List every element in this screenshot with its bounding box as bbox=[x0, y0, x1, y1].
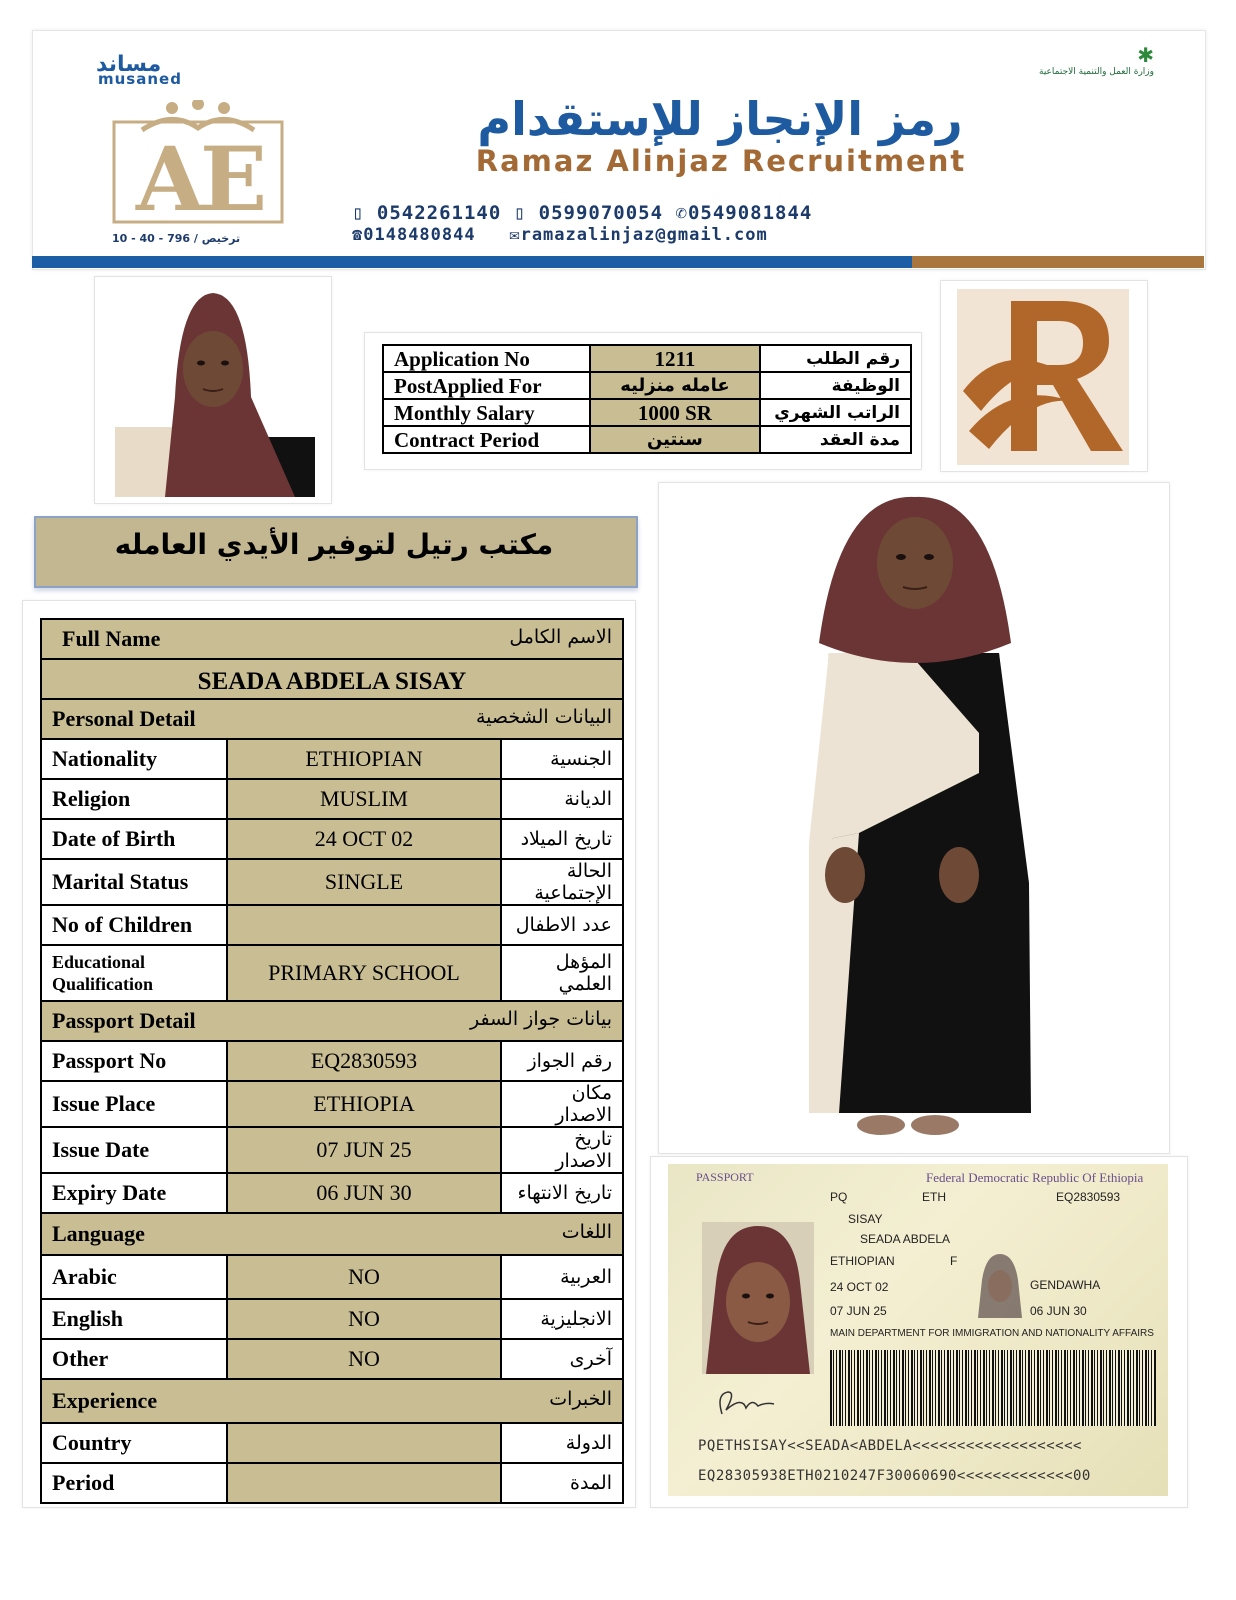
marital-status-value: SINGLE bbox=[227, 859, 501, 905]
telephone-icon: ☎ bbox=[352, 225, 364, 245]
personal-section-header bbox=[41, 699, 623, 739]
post-applied-label-ar: الوظيفة bbox=[760, 372, 911, 399]
phone-2: 0599070054 bbox=[538, 202, 664, 224]
marital-status-label: Marital Status bbox=[41, 859, 227, 905]
expiry-date-label-ar: تاريخ الانتهاء bbox=[501, 1173, 623, 1213]
period-label: Period bbox=[41, 1463, 227, 1503]
mobile-icon: ▯ bbox=[513, 202, 527, 224]
banner-stripe-blue bbox=[32, 256, 912, 268]
table-row bbox=[41, 1173, 623, 1213]
r-logo-frame bbox=[940, 280, 1148, 472]
table-row bbox=[41, 905, 623, 945]
issue-place-label-ar: مكان الاصدار bbox=[501, 1081, 623, 1127]
contact-phones bbox=[352, 202, 1096, 224]
landline-number: 0148480844 bbox=[363, 225, 476, 245]
portrait-image bbox=[95, 277, 331, 503]
svg-text:E: E bbox=[200, 127, 268, 224]
table-row bbox=[41, 819, 623, 859]
marital-status-label-ar: الحالة الإجتماعية bbox=[501, 859, 623, 905]
children-label: No of Children bbox=[41, 905, 227, 945]
experience-section-row bbox=[41, 1379, 623, 1423]
ministry-logo bbox=[1034, 44, 1154, 78]
passport-country-header: Federal Democratic Republic Of Ethiopia bbox=[926, 1170, 1144, 1185]
passport-dob: 24 OCT 02 bbox=[830, 1280, 889, 1294]
arabic-value: NO bbox=[227, 1255, 501, 1299]
monthly-salary-label: Monthly Salary bbox=[383, 399, 590, 426]
dob-value: 24 OCT 02 bbox=[227, 819, 501, 859]
full-name-label: Full Name bbox=[62, 626, 161, 651]
application-no-label-ar: رقم الطلب bbox=[760, 345, 911, 372]
passport-header bbox=[686, 1170, 1156, 1185]
company-name-arabic: رمز الإنجاز للإستقدام bbox=[477, 92, 963, 146]
email-icon: ✉ bbox=[509, 225, 521, 245]
education-label: Educational Qualification bbox=[41, 945, 227, 1001]
ministry-name: وزارة العمل والتنمية الاجتماعية bbox=[1039, 67, 1154, 77]
contract-period-value: سنتين bbox=[590, 426, 759, 453]
personal-section-row bbox=[41, 699, 623, 739]
svg-text:A: A bbox=[136, 127, 205, 224]
english-label-ar: الانجليزية bbox=[501, 1299, 623, 1339]
post-applied-label: PostApplied For bbox=[383, 372, 590, 399]
period-value bbox=[227, 1463, 501, 1503]
r-logo-icon bbox=[941, 281, 1147, 471]
table-row bbox=[41, 945, 623, 1001]
children-value bbox=[227, 905, 501, 945]
personal-section-label: Personal Detail bbox=[52, 706, 196, 731]
passport-barcode bbox=[830, 1350, 1156, 1426]
passport-country-code: ETH bbox=[922, 1190, 946, 1204]
english-label: English bbox=[41, 1299, 227, 1339]
personal-section-label-ar: البيانات الشخصية bbox=[475, 706, 612, 728]
musaned-logo-arabic: مساند bbox=[96, 52, 162, 77]
contract-period-label-ar: مدة العقد bbox=[760, 426, 911, 453]
passport-issue-date: 07 JUN 25 bbox=[830, 1304, 887, 1318]
passport-number: EQ2830593 bbox=[1056, 1190, 1121, 1204]
license-number: 10 - 40 - 796 / ترخيص bbox=[112, 232, 241, 245]
issue-place-value: ETHIOPIA bbox=[227, 1081, 501, 1127]
expiry-date-value: 06 JUN 30 bbox=[227, 1173, 501, 1213]
education-value: PRIMARY SCHOOL bbox=[227, 945, 501, 1001]
country-value bbox=[227, 1423, 501, 1463]
table-row bbox=[41, 1127, 623, 1173]
religion-label: Religion bbox=[41, 779, 227, 819]
table-row bbox=[383, 345, 911, 372]
signature-icon bbox=[712, 1384, 782, 1424]
nationality-value: ETHIOPIAN bbox=[227, 739, 501, 779]
post-applied-value: عامله منزليه bbox=[590, 372, 759, 399]
passport-type: PQ bbox=[830, 1190, 848, 1204]
contact-landline-email bbox=[352, 225, 1096, 245]
banner-stripe-brown bbox=[912, 256, 1204, 268]
expiry-date-label: Expiry Date bbox=[41, 1173, 227, 1213]
details-table bbox=[40, 618, 624, 1504]
table-row bbox=[41, 1339, 623, 1379]
full-name-value: SEADA ABDELA SISAY bbox=[41, 659, 623, 699]
issue-date-value: 07 JUN 25 bbox=[227, 1127, 501, 1173]
monthly-salary-value: 1000 SR bbox=[590, 399, 759, 426]
table-row bbox=[41, 1299, 623, 1339]
passport-surname: SISAY bbox=[848, 1212, 883, 1226]
language-section-label-ar: اللغات bbox=[561, 1221, 612, 1243]
passport-word: PASSPORT bbox=[696, 1170, 754, 1184]
country-label: Country bbox=[41, 1423, 227, 1463]
table-row bbox=[41, 1081, 623, 1127]
issue-place-label: Issue Place bbox=[41, 1081, 227, 1127]
experience-section-header bbox=[41, 1379, 623, 1423]
full-name-row bbox=[41, 659, 623, 699]
table-row bbox=[41, 1463, 623, 1503]
table-row bbox=[41, 1041, 623, 1081]
table-row bbox=[383, 372, 911, 399]
company-name-english: Ramaz Alinjaz Recruitment bbox=[475, 144, 967, 178]
other-language-label: Other bbox=[41, 1339, 227, 1379]
whatsapp-icon: ✆ bbox=[675, 202, 688, 224]
english-value: NO bbox=[227, 1299, 501, 1339]
passport-mrz-line-2: EQ28305938ETH0210247F30060690<<<<<<<<<<<<<00 bbox=[698, 1468, 1091, 1484]
table-row bbox=[383, 399, 911, 426]
full-body-photo bbox=[658, 482, 1170, 1154]
table-row bbox=[41, 739, 623, 779]
language-section-label: Language bbox=[52, 1221, 145, 1246]
passport-no-label-ar: رقم الجواز bbox=[501, 1041, 623, 1081]
passport-mrz-line-1: PQETHSISAY<<SEADA<ABDELA<<<<<<<<<<<<<<<<<<< bbox=[698, 1438, 1082, 1454]
issue-date-label: Issue Date bbox=[41, 1127, 227, 1173]
musaned-logo-text: musaned bbox=[98, 70, 182, 88]
dob-label: Date of Birth bbox=[41, 819, 227, 859]
whatsapp-number: 0549081844 bbox=[687, 202, 813, 224]
dob-label-ar: تاريخ الميلاد bbox=[501, 819, 623, 859]
passport-sex: F bbox=[950, 1254, 958, 1268]
company-logo-icon bbox=[112, 100, 284, 224]
phone-1: 0542261140 bbox=[376, 202, 502, 224]
other-language-label-ar: آخرى bbox=[501, 1339, 623, 1379]
passport-nationality: ETHIOPIAN bbox=[830, 1254, 895, 1268]
passport-place-of-birth: GENDAWHA bbox=[1030, 1278, 1101, 1292]
experience-section-label: Experience bbox=[52, 1388, 158, 1413]
children-label-ar: عدد الاطفال bbox=[501, 905, 623, 945]
table-row bbox=[41, 859, 623, 905]
passport-no-value: EQ2830593 bbox=[227, 1041, 501, 1081]
country-label-ar: الدولة bbox=[501, 1423, 623, 1463]
other-language-value: NO bbox=[227, 1339, 501, 1379]
religion-label-ar: الديانة bbox=[501, 779, 623, 819]
full-name-header-row bbox=[41, 619, 623, 659]
passport-photo bbox=[702, 1222, 814, 1374]
full-name-header bbox=[41, 619, 623, 659]
full-body-image bbox=[659, 483, 1169, 1153]
palm-icon: ✱ bbox=[1137, 43, 1154, 67]
passport-section-label: Passport Detail bbox=[52, 1008, 196, 1033]
application-no-value: 1211 bbox=[590, 345, 759, 372]
monthly-salary-label-ar: الراتب الشهري bbox=[760, 399, 911, 426]
email-address: ramazalinjaz@gmail.com bbox=[520, 225, 768, 245]
language-section-header bbox=[41, 1213, 623, 1255]
arabic-label-ar: العربية bbox=[501, 1255, 623, 1299]
passport-given-names: SEADA ABDELA bbox=[860, 1232, 951, 1246]
contract-period-label: Contract Period bbox=[383, 426, 590, 453]
education-label-ar: المؤهل العلمي bbox=[501, 945, 623, 1001]
portrait-photo bbox=[94, 276, 332, 504]
full-name-label-ar: الاسم الكامل bbox=[509, 626, 612, 648]
table-row bbox=[41, 779, 623, 819]
language-section-row bbox=[41, 1213, 623, 1255]
passport-section-row bbox=[41, 1001, 623, 1041]
application-table bbox=[382, 344, 912, 454]
table-row bbox=[383, 426, 911, 453]
experience-section-label-ar: الخبرات bbox=[549, 1388, 612, 1410]
nationality-label: Nationality bbox=[41, 739, 227, 779]
passport-ghost-photo bbox=[976, 1252, 1024, 1318]
passport-section-header bbox=[41, 1001, 623, 1041]
mobile-icon: ▯ bbox=[352, 202, 365, 224]
religion-value: MUSLIM bbox=[227, 779, 501, 819]
passport-expiry-date: 06 JUN 30 bbox=[1030, 1304, 1087, 1318]
table-row bbox=[41, 1423, 623, 1463]
period-label-ar: المدة bbox=[501, 1463, 623, 1503]
arabic-label: Arabic bbox=[41, 1255, 227, 1299]
application-no-label: Application No bbox=[383, 345, 590, 372]
passport-authority: MAIN DEPARTMENT FOR IMMIGRATION AND NATIONALITY AFFAIRS bbox=[830, 1328, 1154, 1339]
passport-no-label: Passport No bbox=[41, 1041, 227, 1081]
office-name: مكتب رتيل لتوفير الأيدي العامله bbox=[114, 528, 554, 561]
table-row bbox=[41, 1255, 623, 1299]
nationality-label-ar: الجنسية bbox=[501, 739, 623, 779]
issue-date-label-ar: تاريخ الاصدار bbox=[501, 1127, 623, 1173]
passport-section-label-ar: بيانات جواز السفر bbox=[470, 1008, 612, 1030]
